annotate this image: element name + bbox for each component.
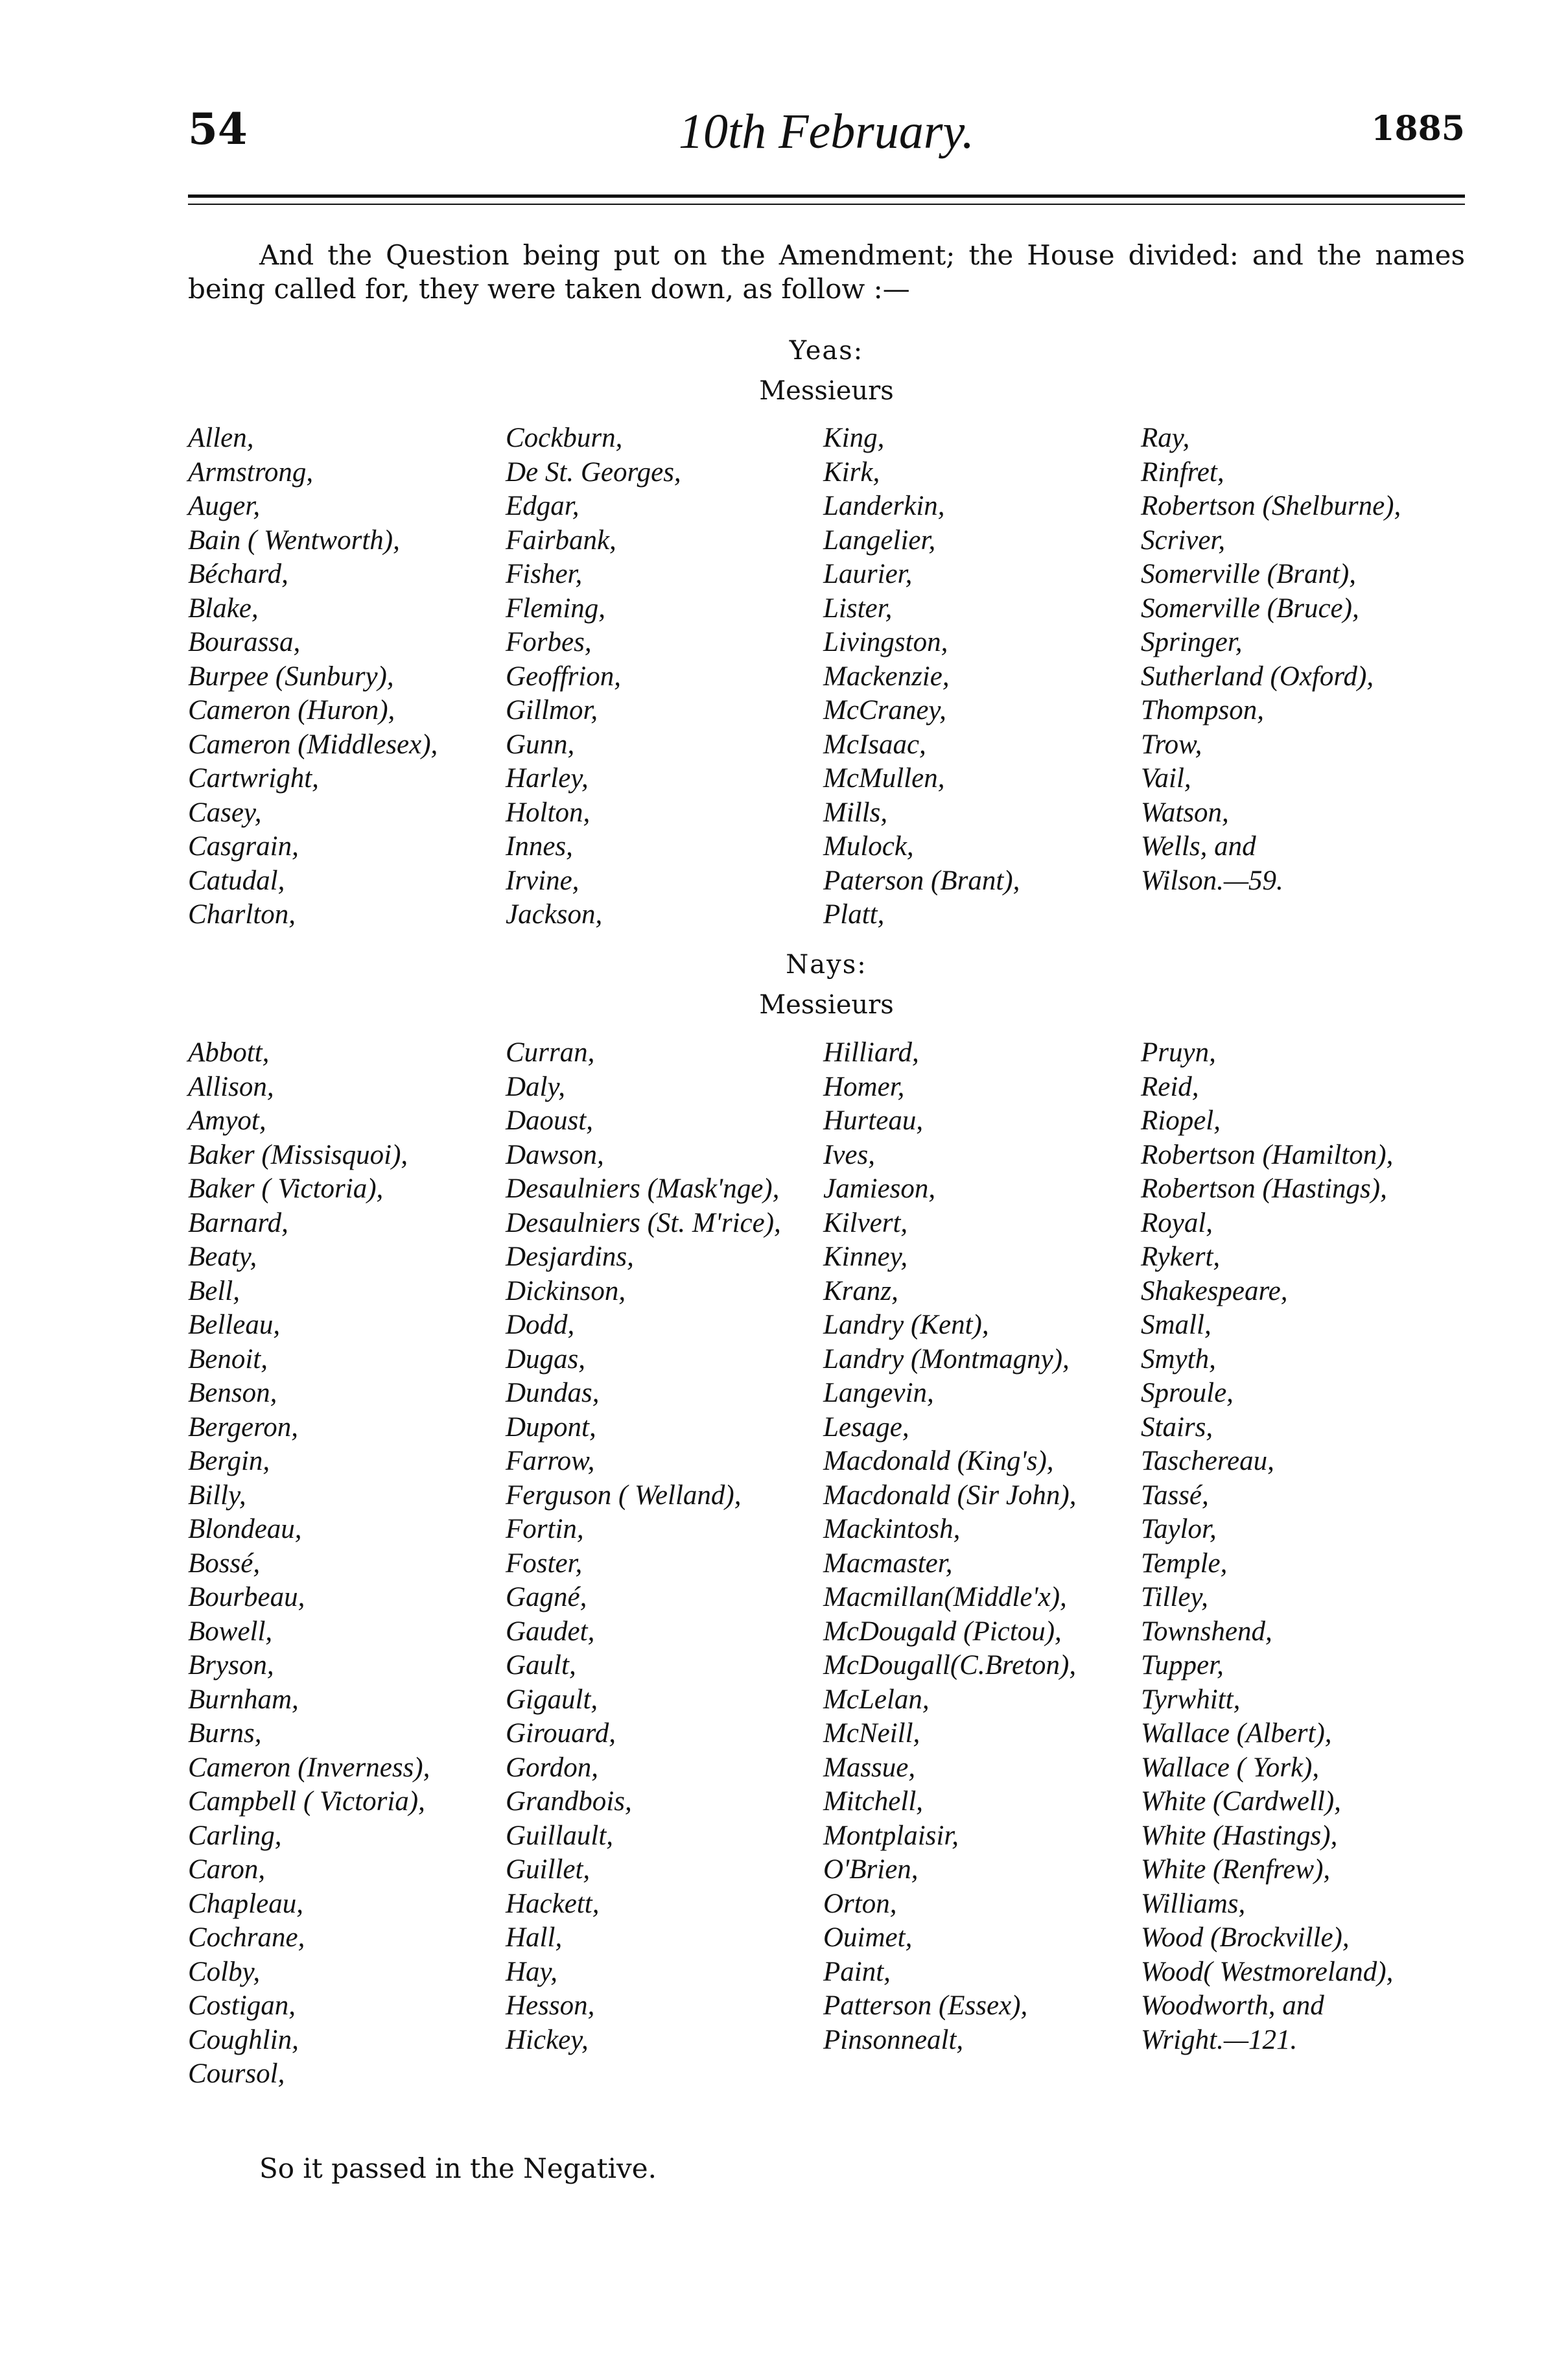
member-name: Bergeron, [188,1411,298,1443]
member-name: Temple, [1141,1548,1228,1579]
member-name: White (Hastings), [1141,1820,1338,1851]
member-name: Riopel, [1141,1105,1221,1136]
member-name: Amyot, [188,1105,266,1136]
nays-column-1 [188,1036,430,2092]
member-name: Fairbank, [506,525,616,556]
yeas-heading: Yeas: [789,336,864,366]
member-name: Bowell, [188,1616,273,1647]
member-name: Baker (Missisquoi), [188,1139,408,1170]
running-title: 10th February. [679,104,974,159]
member-name: Bourbeau, [188,1582,305,1612]
member-name: Montplaisir, [823,1820,959,1851]
member-name: Bryson, [188,1650,274,1680]
member-name: Curran, [506,1037,595,1068]
member-name: Abbott, [188,1037,270,1068]
member-name: Guillault, [506,1820,614,1851]
member-name: Charlton, [188,899,296,930]
member-name: McLelan, [823,1684,930,1715]
yeas-column-2 [506,421,681,932]
member-name: Stairs, [1141,1411,1213,1443]
member-name: Costigan, [188,1990,296,2021]
member-name: Watson, [1141,797,1229,828]
member-name: Billy, [188,1480,246,1511]
year: 1885 [1371,109,1465,148]
member-name: Robertson (Hamilton), [1141,1139,1394,1170]
member-name: Lesage, [823,1411,909,1443]
member-name: Guillet, [506,1854,591,1885]
member-name: Mackenzie, [823,661,950,692]
yeas-column-4 [1141,421,1401,898]
member-name: Macmaster, [823,1548,953,1579]
nays-heading: Nays: [786,950,867,980]
member-name: Caron, [188,1854,266,1885]
intro-paragraph: And the Question being put on the Amendment; the House divided: and the names being called for, they were taken down, as follow :— [188,239,1465,305]
member-name: Catudal, [188,865,285,896]
member-name: Woodworth, and [1141,1990,1324,2021]
member-name: Gault, [506,1650,576,1680]
member-name: Bell, [188,1275,240,1306]
member-name: Cartwright, [188,763,319,794]
member-name: Rinfret, [1141,456,1224,488]
member-name: Blake, [188,593,259,624]
header-rule-thick [188,195,1465,198]
member-name: Belleau, [188,1310,281,1340]
member-name: Geoffrion, [506,661,621,692]
member-name: Kranz, [823,1275,898,1306]
member-name: McDougall(C.Breton), [823,1650,1077,1680]
member-name: Farrow, [506,1446,595,1476]
member-name: Béchard, [188,559,288,589]
member-name: Cameron (Middlesex), [188,729,438,760]
member-name: Somerville (Bruce), [1141,593,1359,624]
member-name: Cameron (Huron), [188,695,395,725]
member-name: Coughlin, [188,2024,299,2055]
member-name: Benson, [188,1378,277,1408]
member-name: Wilson.—59. [1141,865,1283,896]
member-name: Ferguson ( Welland), [506,1480,742,1511]
member-name: Jamieson, [823,1173,936,1204]
member-name: Bourassa, [188,627,301,657]
member-name: Allen, [188,423,254,453]
member-name: Townshend, [1141,1616,1272,1647]
member-name: Allison, [188,1071,274,1102]
member-name: Gunn, [506,729,575,760]
member-name: Kinney, [823,1242,908,1272]
member-name: Landry (Montmagny), [823,1343,1070,1374]
member-name: McIsaac, [823,729,926,760]
member-name: Macdonald (King's), [823,1446,1054,1476]
member-name: Tyrwhitt, [1141,1684,1241,1715]
member-name: Gigault, [506,1684,598,1715]
member-name: Casey, [188,797,262,828]
member-name: Edgar, [506,491,579,521]
member-name: Taschereau, [1141,1446,1274,1476]
member-name: Bossé, [188,1548,261,1579]
member-name: Hickey, [506,2024,589,2055]
member-name: Tilley, [1141,1582,1208,1612]
member-name: White (Renfrew), [1141,1854,1331,1885]
member-name: Thompson, [1141,695,1264,725]
member-name: Hay, [506,1956,558,1987]
member-name: Homer, [823,1071,905,1102]
member-name: McNeill, [823,1718,920,1749]
member-name: Baker ( Victoria), [188,1173,384,1204]
member-name: Barnard, [188,1207,288,1238]
member-name: Ouimet, [823,1922,913,1953]
member-name: Robertson (Hastings), [1141,1173,1387,1204]
member-name: Daoust, [506,1105,593,1136]
member-name: Daly, [506,1071,565,1102]
member-name: Dundas, [506,1378,600,1408]
member-name: Dickinson, [506,1275,626,1306]
member-name: Shakespeare, [1141,1275,1288,1306]
member-name: Sutherland (Oxford), [1141,661,1374,692]
member-name: Jackson, [506,899,603,930]
member-name: Desjardins, [506,1242,634,1272]
yeas-column-1 [188,421,438,932]
member-name: Fortin, [506,1514,584,1544]
member-name: Hall, [506,1922,563,1953]
member-name: Landry (Kent), [823,1310,989,1340]
member-name: Beaty, [188,1242,257,1272]
header-rule-thin [188,204,1465,205]
member-name: Laurier, [823,559,913,589]
member-name: Macmillan(Middle'x), [823,1582,1067,1612]
member-name: Ray, [1141,423,1190,453]
member-name: Mackintosh, [823,1514,961,1544]
member-name: Pinsonnealt, [823,2024,964,2055]
member-name: Gaudet, [506,1616,595,1647]
member-name: White (Cardwell), [1141,1786,1341,1817]
member-name: King, [823,423,885,453]
member-name: Williams, [1141,1888,1246,1919]
nays-column-3 [823,1036,1077,2057]
member-name: Blondeau, [188,1514,302,1544]
member-name: Fisher, [506,559,583,589]
member-name: Armstrong, [188,456,314,488]
member-name: Somerville (Brant), [1141,559,1356,589]
member-name: Irvine, [506,865,579,896]
member-name: Hurteau, [823,1105,924,1136]
member-name: Langelier, [823,525,936,556]
member-name: Fleming, [506,593,606,624]
member-name: Dawson, [506,1139,604,1170]
member-name: Rykert, [1141,1242,1221,1272]
member-name: Forbes, [506,627,592,657]
member-name: Reid, [1141,1071,1199,1102]
member-name: Springer, [1141,627,1243,657]
yeas-messieurs: Messieurs [759,376,894,406]
member-name: Casgrain, [188,831,299,862]
member-name: Orton, [823,1888,897,1919]
member-name: De St. Georges, [506,456,681,488]
member-name: Wood( Westmoreland), [1141,1956,1394,1987]
member-name: Lister, [823,593,893,624]
member-name: Hackett, [506,1888,600,1919]
member-name: Campbell ( Victoria), [188,1786,425,1817]
member-name: Dugas, [506,1343,586,1374]
page-header [188,104,1465,175]
member-name: Wallace (Albert), [1141,1718,1332,1749]
member-name: Scriver, [1141,525,1226,556]
member-name: Desaulniers (St. M'rice), [506,1207,781,1238]
member-name: Kirk, [823,456,880,488]
member-name: Harley, [506,763,589,794]
member-name: Trow, [1141,729,1202,760]
member-name: Small, [1141,1310,1211,1340]
member-name: Ives, [823,1139,875,1170]
member-name: Massue, [823,1752,916,1783]
member-name: Gagné, [506,1582,587,1612]
member-name: McCraney, [823,695,946,725]
member-name: Kilvert, [823,1207,908,1238]
member-name: Cochrane, [188,1922,305,1953]
nays-column-4 [1141,1036,1393,2057]
member-name: Burns, [188,1718,262,1749]
member-name: Livingston, [823,627,948,657]
member-name: Robertson (Shelburne), [1141,491,1401,521]
member-name: Wells, and [1141,831,1256,862]
member-name: Gordon, [506,1752,598,1783]
member-name: Tupper, [1141,1650,1224,1680]
member-name: Innes, [506,831,573,862]
nays-messieurs: Messieurs [759,990,894,1020]
member-name: Wright.—121. [1141,2024,1298,2055]
member-name: Bain ( Wentworth), [188,525,400,556]
member-name: Dupont, [506,1411,596,1443]
member-name: Carling, [188,1820,282,1851]
member-name: Bergin, [188,1446,270,1476]
member-name: Grandbois, [506,1786,632,1817]
member-name: Cameron (Inverness), [188,1752,430,1783]
member-name: O'Brien, [823,1854,919,1885]
member-name: Girouard, [506,1718,616,1749]
member-name: Mills, [823,797,888,828]
member-name: Pruyn, [1141,1037,1216,1068]
member-name: Cockburn, [506,423,623,453]
member-name: Burpee (Sunbury), [188,661,394,692]
member-name: Platt, [823,899,885,930]
member-name: Macdonald (Sir John), [823,1480,1077,1511]
member-name: Auger, [188,491,261,521]
member-name: Burnham, [188,1684,299,1715]
page-number: 54 [188,104,248,154]
member-name: Vail, [1141,763,1191,794]
member-name: Smyth, [1141,1343,1216,1374]
member-name: Mulock, [823,831,914,862]
member-name: Tassé, [1141,1480,1209,1511]
member-name: Coursol, [188,2058,285,2089]
member-name: Hesson, [506,1990,595,2021]
member-name: McDougald (Pictou), [823,1616,1062,1647]
member-name: Patterson (Essex), [823,1990,1028,2021]
member-name: McMullen, [823,763,945,794]
member-name: Paterson (Brant), [823,865,1020,896]
member-name: Gillmor, [506,695,598,725]
member-name: Sproule, [1141,1378,1234,1408]
member-name: Landerkin, [823,491,945,521]
member-name: Hilliard, [823,1037,919,1068]
member-name: Chapleau, [188,1888,303,1919]
member-name: Holton, [506,797,591,828]
member-name: Foster, [506,1548,583,1579]
yeas-column-3 [823,421,1020,932]
member-name: Langevin, [823,1378,934,1408]
member-name: Royal, [1141,1207,1213,1238]
member-name: Dodd, [506,1310,575,1340]
member-name: Benoit, [188,1343,268,1374]
member-name: Wallace ( York), [1141,1752,1320,1783]
nays-column-2 [506,1036,781,2057]
member-name: Wood (Brockville), [1141,1922,1350,1953]
member-name: Colby, [188,1956,261,1987]
closing-statement: So it passed in the Negative. [259,2152,657,2184]
member-name: Desaulniers (Mask'nge), [506,1173,780,1204]
member-name: Taylor, [1141,1514,1217,1544]
member-name: Paint, [823,1956,891,1987]
member-name: Mitchell, [823,1786,924,1817]
